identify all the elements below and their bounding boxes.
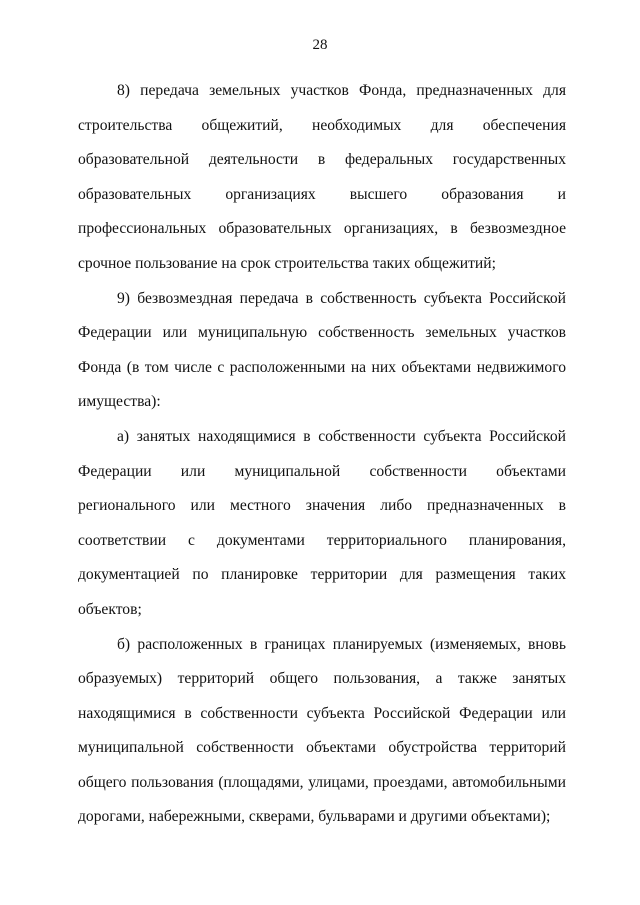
page-number: 28: [312, 37, 328, 53]
document-body: [78, 74, 566, 835]
paragraph-item-8: 8) передача земельных участков Фонда, предназначенных для строительства общежитий, необходимых для обеспечения образовательной деятельности в федеральных государственных образовательных организациях высшего образования и профессиональных образовательных организациях, в безвозмездное срочное пользование на срок строительства таких общежитий;: [78, 82, 566, 272]
paragraph-item-9: 9) безвозмездная передача в собственность субъекта Российской Федерации или муниципальную собственность земельных участков Фонда (в том числе с расположенными на них объектами недвижимого имущества):: [78, 289, 566, 411]
paragraph-item-9b: б) расположенных в границах планируемых (изменяемых, вновь образуемых) территорий общего пользования, а также занятых находящимися в собственности субъекта Российской Федерации или муниципальной собственности объектами обустройства территорий общего пользования (площадями, улицами, проездами, автомобильными дорогами, набережными, скверами, бульварами и другими объектами);: [78, 635, 566, 826]
paragraph-item-9a: а) занятых находящимися в собственности субъекта Российской Федерации или муниципальной собственности объектами регионального или местного значения либо предназначенных в соответствии с документами территориального планирования, документацией по планировке территории для размещения таких объектов;: [78, 427, 566, 618]
